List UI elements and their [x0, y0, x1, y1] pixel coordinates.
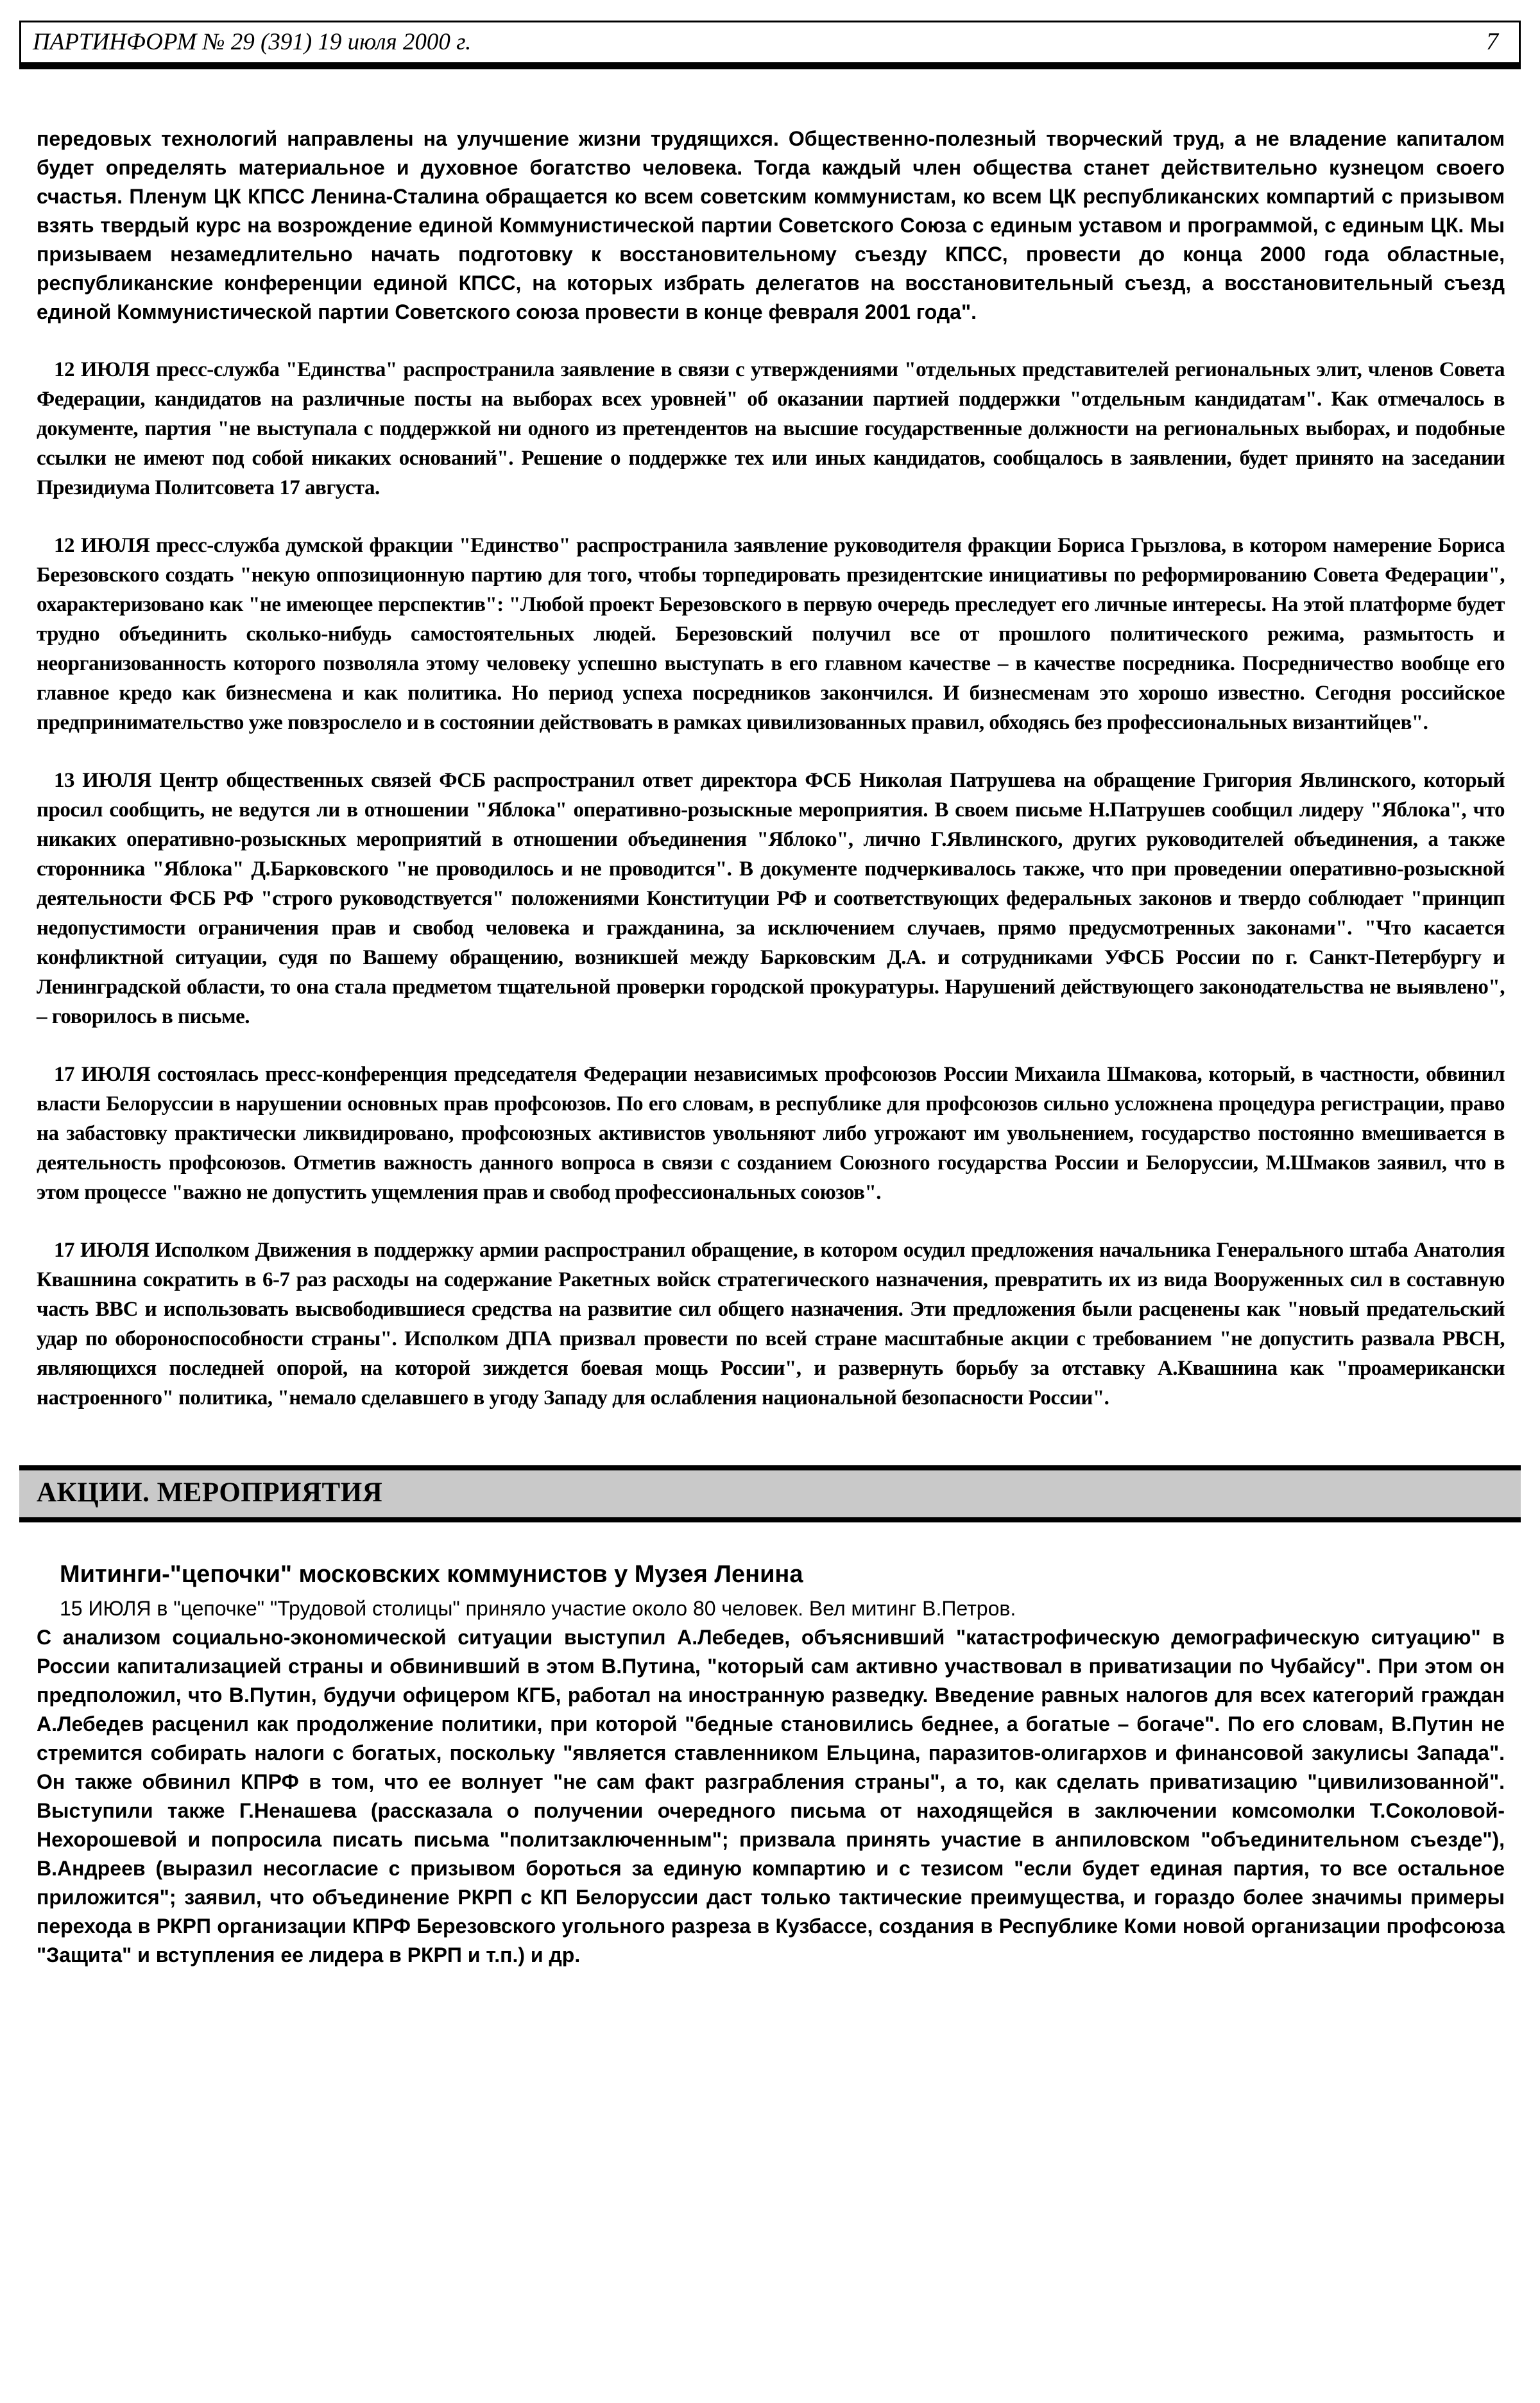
article-lead: 15 ИЮЛЯ в "цепочке" "Трудовой столицы" приняло участие около 80 человек. Вел митинг В.Петров.: [60, 1597, 1016, 1620]
article-body: С анализом социально-экономической ситуации выступил А.Лебедев, объяснивший "катастрофическую демографическую ситуацию" в России капитализацией страны и обвинивший в этом В.Путина, "который сам активно участвовал в приватизации по Чубайсу". При этом он предположил, что В.Путин, будучи офицером КГБ, работал на иностранную разведку. Введение равных налогов для всех категорий граждан А.Лебедев расценил как продолжение политики, при которой "бедные становились беднее, а богатые – богаче". По его словам, В.Путин не стремится собирать налоги с богатых, поскольку "является ставленником Ельцина, паразитов-олигархов и финансовой закулисы Запада". Он также обвинил КПРФ в том, что ее волнует "не сам факт разграбления страны", а то, как сделать приватизацию "цивилизованной". Выступили также Г.Ненашева (рассказала о получении очередного письма от находящейся в заключении комсомолки Т.Соколовой-Нехорошевой и попросила писать письма "политзаключенным"; призвала принять участие в анпиловском "объединительном съезде"), В.Андреев (выразил несогласие с призывом бороться за единую компартию и с тезисом "если будет единая партия, то все остальное приложится"; заявил, что объединение РКРП с КП Белоруссии даст только тактические преимущества, и гораздо более значимы примеры перехода в РКРП организации КПРФ Березовского угольного разреза в Кузбассе, создания в Республике Коми новой организации профсоюза "Защита" и вступления ее лидера в РКРП и т.п.) и др.: [37, 1626, 1505, 1967]
newsletter-page: [0, 21, 1540, 2403]
news-item-5: 17 ИЮЛЯ Исполком Движения в поддержку армии распространил обращение, в котором осудил предложения начальника Генерального штаба Анатолия Квашнина сократить в 6-7 раз расходы на содержание Ракетных войск стратегического назначения, превратить их из вида Вооруженных сил в составную часть ВВС и использовать высвободившиеся средства на развитие сил общего назначения. Эти предложения были расценены как "новый предательский удар по обороноспособности страны". Исполком ДПА призвал провести по всей стране масштабные акции с требованием "не допустить развала РВСН, являющихся последней опорой, на которой зиждется боевая мощь России", и развернуть борьбу за отставку А.Квашнина как "проамерикански настроенного" политика, "немало сделавшего в угоду Западу для ослабления национальной безопасности России".: [37, 1239, 1505, 1409]
section-title: АКЦИИ. МЕРОПРИЯТИЯ: [37, 1477, 383, 1508]
news-section: [37, 125, 1505, 1413]
article-section: [37, 1560, 1505, 1970]
news-item-3: 13 ИЮЛЯ Центр общественных связей ФСБ распространил ответ директора ФСБ Николая Патрушева на обращение Григория Явлинского, который просил сообщить, не ведутся ли в отношении "Яблока" оперативно-розыскные мероприятия. В своем письме Н.Патрушев сообщил лидеру "Яблока", что никаких оперативно-розыскных мероприятий в отношении объединения "Яблоко", лично Г.Явлинского, других руководителей объединения, а также сторонника "Яблока" Д.Барковского "не проводилось и не проводится". В документе подчеркивалось также, что при проведении оперативно-розыскной деятельности ФСБ РФ "строго руководствуется" положениями Конституции РФ и соответствующих федеральных законов и твердо соблюдает "принцип недопустимости ограничения прав и свобод человека и гражданина, за исключением случаев, прямо предусмотренных законами". "Что касается конфликтной ситуации, судя по Вашему обращению, возникшей между Барковским Д.А. и сотрудниками УФСБ России по г. Санкт-Петербургу и Ленинградской области, то она стала предметом тщательной проверки городской прокуратуры. Нарушений действующего законодательства не выявлено", – говорилось в письме.: [37, 769, 1505, 1028]
page-number: 7: [1486, 28, 1498, 55]
page-header: [19, 21, 1521, 69]
news-item-1: 12 ИЮЛЯ пресс-служба "Единства" распространила заявление в связи с утверждениями "отдельных представителей региональных элит, членов Совета Федерации, кандидатов на различные посты на выборах всех уровней" об оказании партией поддержки "отдельным кандидатам". Как отмечалось в документе, партия "не выступала с поддержкой ни одного из претендентов на высшие государственные должности на региональных выборах, и подобные ссылки не имеют под собой никаких оснований". Решение о поддержке тех или иных кандидатов, сообщалось в заявлении, будет принято на заседании Президиума Политсовета 17 августа.: [37, 358, 1505, 499]
news-item-4: 17 ИЮЛЯ состоялась пресс-конференция председателя Федерации независимых профсоюзов России Михаила Шмакова, который, в частности, обвинил власти Белоруссии в нарушении основных прав профсоюзов. По его словам, в республике для профсоюзов сильно усложнена процедура регистрации, право на забастовку практически ликвидировано, профсоюзных активистов увольняют либо угрожают им увольнением, государство постоянно вмешивается в деятельность профсоюзов. Отметив важность данного вопроса в связи с созданием Союзного государства России и Белоруссии, М.Шмаков заявил, что в этом процессе "важно не допустить ущемления прав и свобод профессиональных союзов".: [37, 1063, 1505, 1204]
newsletter-title: ПАРТИНФОРМ № 29 (391) 19 июля 2000 г.: [33, 28, 472, 55]
continuation-paragraph: передовых технологий направлены на улучшение жизни трудящихся. Общественно-полезный творческий труд, а не владение капиталом будет определять материальное и духовное богатство человека. Тогда каждый член общества станет действительно кузнецом своего счастья. Пленум ЦК КПСС Ленина-Сталина обращается ко всем советским коммунистам, ко всем ЦК республиканских компартий с призывом взять твердый курс на возрождение единой Коммунистической партии Советского Союза с единым уставом и программой, с единым ЦК. Мы призываем незамедлительно начать подготовку к восстановительному съезду КПСС, провести до конца 2000 года областные, республиканские конференции единой КПСС, на которых избрать делегатов на восстановительный съезд, а восстановительный съезд единой Коммунистической партии Советского союза провести в конце февраля 2001 года".: [37, 127, 1505, 323]
section-band: [19, 1465, 1521, 1522]
news-item-2: 12 ИЮЛЯ пресс-служба думской фракции "Единство" распространила заявление руководителя фракции Бориса Грызлова, в котором намерение Бориса Березовского создать "некую оппозиционную партию для того, чтобы торпедировать президентские инициативы по реформированию Совета Федерации", охарактеризовано как "не имеющее перспектив": "Любой проект Березовского в первую очередь преследует его личные интересы. На этой платформе будет трудно объединить сколько-нибудь самостоятельных людей. Березовский получил все от прошлого политического режима, размытость и неорганизованность которого позволяла этому человеку успешно выступать в его главном качестве – в качестве посредника. Посредничество вообще его главное кредо как бизнесмена и как политика. Но период успеха посредников закончился. И бизнесменам это хорошо известно. Сегодня российское предпринимательство уже повзрослело и в состоянии действовать в рамках цивилизованных правил, обходясь без профессиональных византийцев".: [37, 534, 1505, 734]
article-headline: Митинги-"цепочки" московских коммунистов у Музея Ленина: [60, 1561, 803, 1588]
